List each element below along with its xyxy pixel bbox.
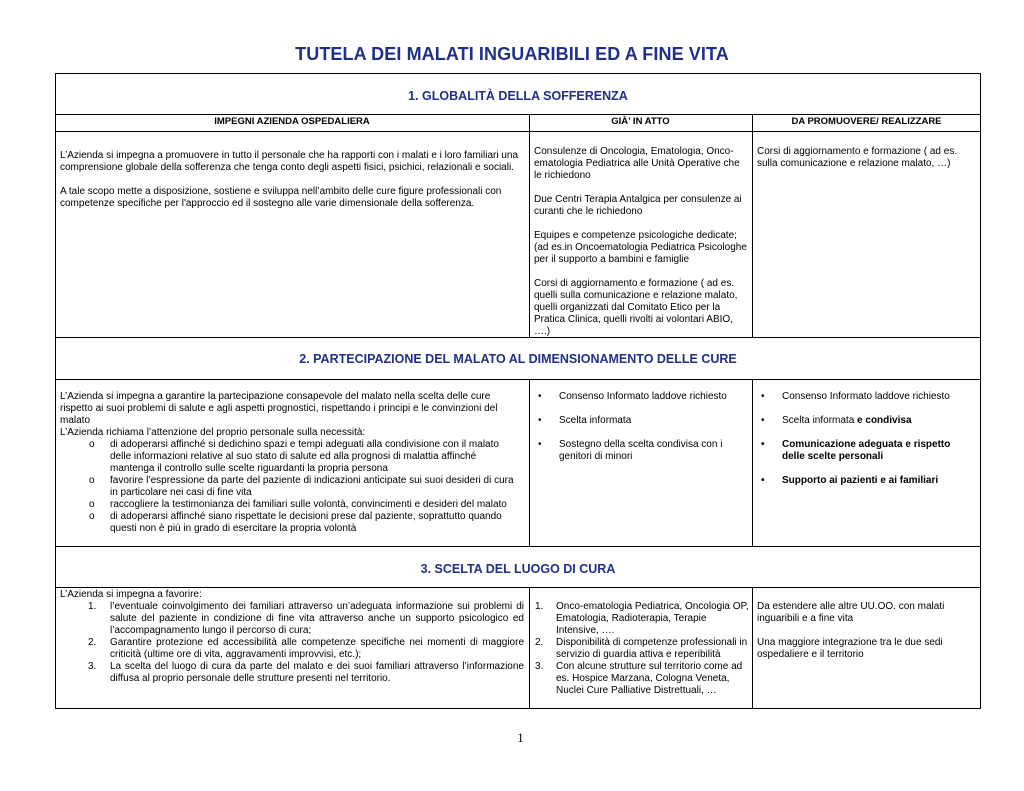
paragraph: L’Azienda richiama l’attenzione del proprio personale sulla necessità: (60, 427, 366, 438)
list-item: • Consenso Informato laddove richiesto (538, 391, 727, 402)
divider (752, 587, 753, 709)
divider (529, 379, 530, 546)
section-title: 2. PARTECIPAZIONE DEL MALATO AL DIMENSIONAMENTO DELLE CURE (299, 352, 737, 366)
column-header: GIÀ’ IN ATTO (611, 116, 670, 127)
divider (55, 379, 981, 380)
bullet-icon: • (538, 439, 542, 450)
list-item: • Supporto ai pazienti e ai familiari (761, 475, 939, 486)
in-atto-text (534, 146, 748, 338)
list-item: Due Centri Terapia Antalgica per consulenze ai curanti che le richiedono (534, 194, 742, 217)
divider (752, 379, 753, 546)
paragraph: L’Azienda si impegna a garantire la partecipazione consapevole del malato nella scelta delle cure rispetto ai suoi problemi di salute e agli aspetti prognostici, rispettando i principi e le convinzioni del malato (60, 391, 498, 426)
list-item: o favorire l’espressione da parte del paziente di indicazioni anticipate sui suoi desideri di cura in particolare nei casi di fine vita (89, 475, 514, 498)
list-item: o di adoperarsi affinché si dedichino spazi e tempi adeguati alla condivisione con il malato delle informazioni relative al suo stato di salute ed alla prognosi di malattia affinché mantenga il controllo sulle scelte riguardanti la propria persona (89, 439, 499, 474)
divider (752, 114, 753, 337)
paragraph: L’Azienda si impegna a favorire: (60, 589, 202, 600)
list-item: • Scelta informata e condivisa (761, 415, 912, 426)
list-item: 2. Disponibilità di competenze professionali in servizio di guardia attiva e reperibilità (535, 637, 748, 660)
list-item: • Scelta informata (538, 415, 632, 426)
section-title: 3. SCELTA DEL LUOGO DI CURA (420, 562, 616, 576)
bullet-icon: • (761, 475, 765, 486)
column-header: DA PROMUOVERE/ REALIZZARE (791, 116, 942, 127)
bullet-icon: • (761, 391, 765, 402)
list-item: 3. La scelta del luogo di cura da parte del malato e dei suoi familiari attraverso l’informazione diffusa al proprio personale delle strutture presenti nel territorio. (88, 661, 524, 684)
list-item: 3. Con alcune strutture sul territorio come ad es. Hospice Marzana, Cologna Veneta, Nuclei Cure Palliative Distrettuali, … (535, 661, 743, 696)
in-atto-list (531, 601, 749, 697)
divider (55, 114, 981, 115)
circle-bullet-icon: o (89, 511, 95, 522)
list-number: 3. (535, 661, 544, 672)
list-item: • Consenso Informato laddove richiesto (761, 391, 950, 402)
divider (55, 337, 981, 338)
circle-bullet-icon: o (89, 475, 95, 486)
list-item: Equipes e competenze psicologiche dedicate; (ad es.in Oncoematologia Pediatrica Psicologhe per il supporto a bambini e famiglie (534, 230, 747, 265)
column-header: IMPEGNI AZIENDA OSPEDALIERA (214, 116, 370, 127)
impegni-text (60, 589, 524, 685)
list-number: 1. (88, 601, 97, 612)
divider (529, 114, 530, 337)
circle-bullet-icon: o (89, 499, 95, 510)
promuovere-text (757, 601, 972, 661)
paragraph: Una maggiore integrazione tra le due sedi ospedaliere e il territorio (757, 637, 943, 660)
in-atto-list (534, 391, 748, 463)
list-item: o raccogliere la testimonianza dei familiari sulle volontà, convincimenti e desideri del malato (89, 499, 507, 510)
bullet-icon: • (538, 391, 542, 402)
promuovere-list (757, 391, 972, 487)
list-item: Consulenze di Oncologia, Ematologia, Onco-ematologia Pediatrica alle Unità Operative che le richiedono (534, 146, 740, 181)
paragraph: Da estendere alle altre UU.OO. con malati inguaribili e a fine vita (757, 601, 945, 624)
list-item: 2. Garantire protezione ed accessibilità alle competenze specifiche nei momenti di maggiore criticità (ultime ore di vita, aggravamenti improvvisi, etc.); (88, 637, 524, 660)
divider (529, 587, 530, 709)
circle-bullet-icon: o (89, 439, 95, 450)
page-number: 1 (517, 730, 524, 745)
list-item: 1. Onco-ematologia Pediatrica, Oncologia OP, Ematologia, Radioterapia, Terapie Intensive, …. (535, 601, 749, 636)
divider (55, 546, 981, 547)
list-number: 2. (88, 637, 97, 648)
page-title: TUTELA DEI MALATI INGUARIBILI ED A FINE VITA (295, 44, 729, 64)
paragraph: Corsi di aggiornamento e formazione ( ad es. sulla comunicazione e relazione malato, …) (757, 146, 958, 169)
bullet-icon: • (761, 415, 765, 426)
list-number: 3. (88, 661, 97, 672)
list-item: 1. l’eventuale coinvolgimento dei familiari attraverso un’adeguata informazione sui problemi di salute del paziente in condizione di fine vita attraverso anche un supporto psicologico ed l’accompagnamento lungo il percorso di cura; (88, 601, 524, 636)
list-number: 2. (535, 637, 544, 648)
impegni-text (60, 391, 522, 535)
bullet-icon: • (761, 439, 765, 450)
divider (55, 131, 981, 132)
bullet-icon: • (538, 415, 542, 426)
paragraph: A tale scopo mette a disposizione, sostiene e sviluppa nell’ambito delle cure figure professionali con competenze specifiche per l'approccio ed il sostegno alle varie dimensionale della sofferenza. (60, 186, 502, 209)
list-item: Corsi di aggiornamento e formazione ( ad es. quelli sulla comunicazione e relazione malato, quelli organizzati dal Comitato Etico per la Pratica Clinica, quelli rivolti ai volontari ABIO, ….) (534, 278, 738, 337)
impegni-text (60, 150, 522, 210)
section-title: 1. GLOBALITÀ DELLA SOFFERENZA (408, 89, 628, 103)
list-item: o di adoperarsi affinché siano rispettate le decisioni prese dal paziente, soprattutto quando questi non è più in grado di esercitare la propria volontà (89, 511, 502, 534)
divider (55, 587, 981, 588)
promuovere-text (757, 146, 972, 170)
paragraph: L’Azienda si impegna a promuovere in tutto il personale che ha rapporti con i malati e i loro familiari una comprensione globale della sofferenza che tenga conto degli aspetti fisici, psichici, relazionali e sociali. (60, 150, 519, 173)
list-item: • Sostegno della scelta condivisa con i genitori di minori (538, 439, 723, 462)
list-item: • Comunicazione adeguata e rispetto delle scelte personali (761, 439, 951, 462)
list-number: 1. (535, 601, 544, 612)
